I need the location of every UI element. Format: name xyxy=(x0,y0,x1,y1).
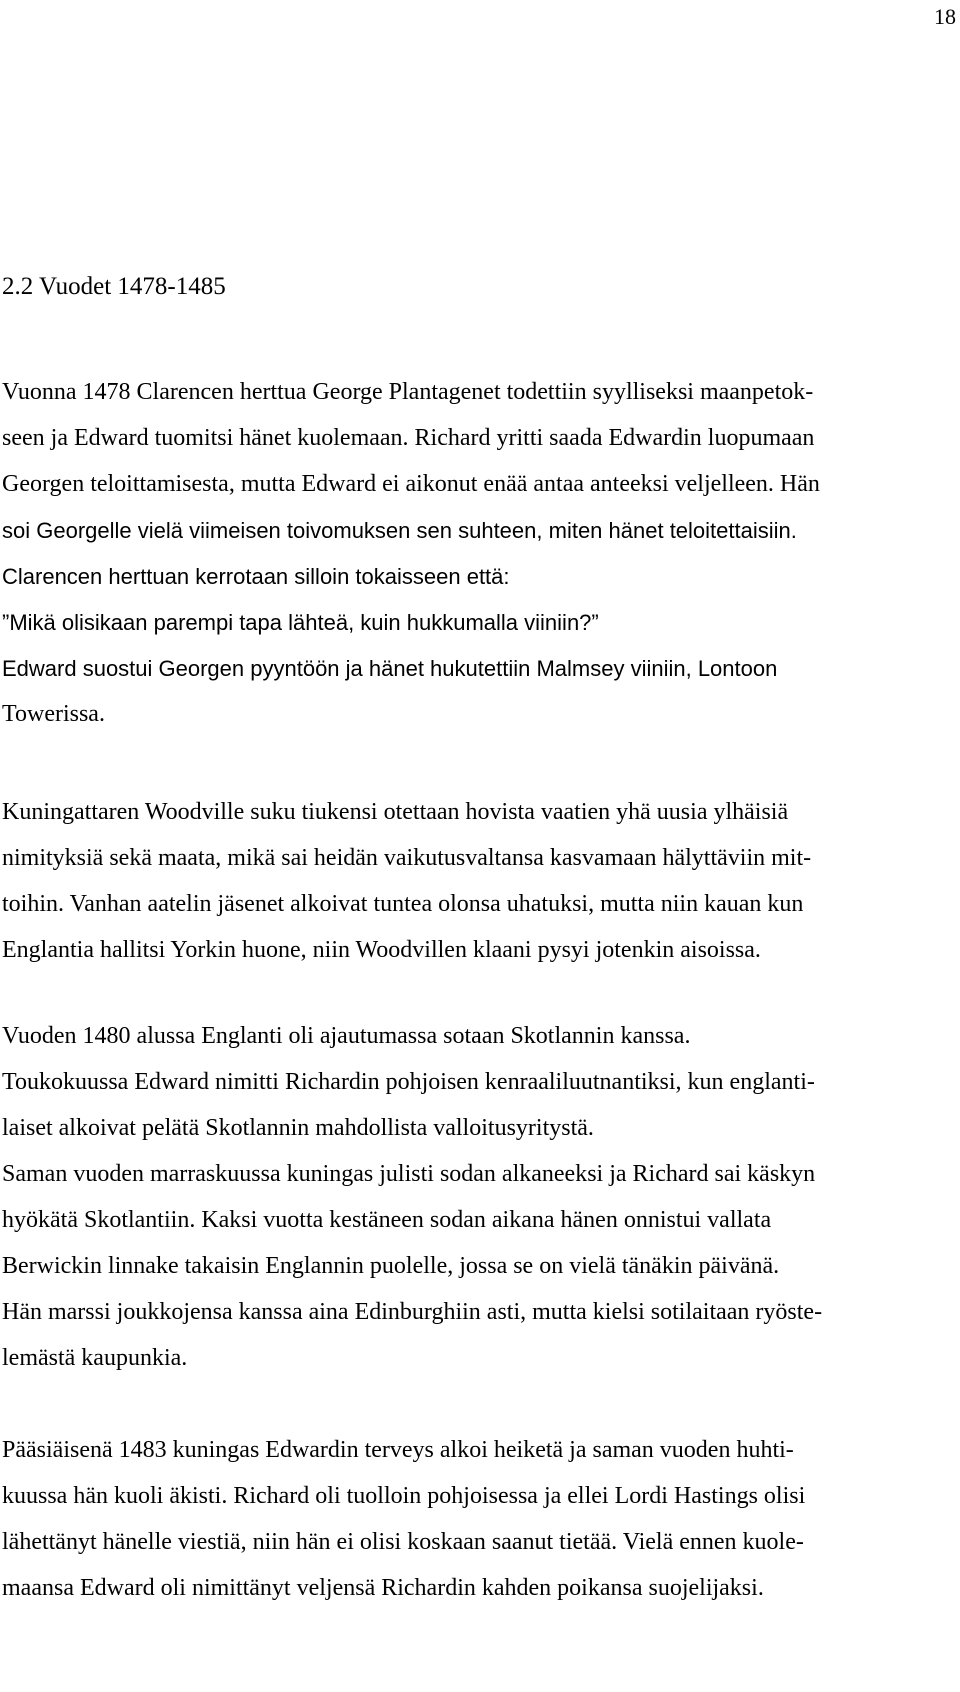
text-line: nimityksiä sekä maata, mikä sai heidän vaikutusvaltansa kasvamaan hälyttäviin mit- xyxy=(2,845,812,871)
text-line: Vuoden 1480 alussa Englanti oli ajautumassa sotaan Skotlannin kanssa. xyxy=(2,1023,691,1049)
text-line: Clarencen herttuan kerrotaan silloin tokaisseen että: xyxy=(2,564,510,589)
text-line: Toukokuussa Edward nimitti Richardin pohjoisen kenraaliluutnantiksi, kun englanti- xyxy=(2,1069,815,1095)
text-line: Pääsiäisenä 1483 kuningas Edwardin terveys alkoi heiketä ja saman vuoden huhti- xyxy=(2,1437,794,1463)
text-line: Kuningattaren Woodville suku tiukensi otettaan hovista vaatien yhä uusia ylhäisiä xyxy=(2,799,789,825)
text-line: Englantia hallitsi Yorkin huone, niin Woodvillen klaani pysyi jotenkin aisoissa. xyxy=(2,937,761,963)
text-line: Saman vuoden marraskuussa kuningas julisti sodan alkaneeksi ja Richard sai käskyn xyxy=(2,1161,816,1187)
text-line: Hän marssi joukkojensa kanssa aina Edinburghiin asti, mutta kielsi sotilaitaan ryöste- xyxy=(2,1299,823,1325)
text-line: kuussa hän kuoli äkisti. Richard oli tuolloin pohjoisessa ja ellei Lordi Hastings olisi xyxy=(2,1483,806,1509)
text-line: seen ja Edward tuomitsi hänet kuolemaan. Richard yritti saada Edwardin luopumaan xyxy=(2,425,815,451)
text-line: maansa Edward oli nimittänyt veljensä Richardin kahden poikansa suojelijaksi. xyxy=(2,1575,764,1601)
text-line: Edward suostui Georgen pyyntöön ja hänet hukutettiin Malmsey viiniin, Lontoon xyxy=(2,656,778,681)
page-number: 18 xyxy=(934,4,956,29)
text-line: hyökätä Skotlantiin. Kaksi vuotta kestäneen sodan aikana hänen onnistui vallata xyxy=(2,1207,772,1233)
text-line: lähettänyt hänelle viestiä, niin hän ei olisi koskaan saanut tietää. Vielä ennen kuole- xyxy=(2,1529,804,1555)
text-line: Vuonna 1478 Clarencen herttua George Plantagenet todettiin syylliseksi maanpetok- xyxy=(2,379,814,405)
quote-line: ”Mikä olisikaan parempi tapa lähteä, kuin hukkumalla viiniin?” xyxy=(2,610,599,635)
text-line: lemästä kaupunkia. xyxy=(2,1345,188,1371)
text-line: toihin. Vanhan aatelin jäsenet alkoivat tuntea olonsa uhatuksi, mutta niin kauan kun xyxy=(2,891,804,917)
text-line: soi Georgelle vielä viimeisen toivomuksen sen suhteen, miten hänet teloitettaisiin. xyxy=(2,518,797,543)
text-line: laiset alkoivat pelätä Skotlannin mahdollista valloitusyritystä. xyxy=(2,1115,594,1141)
text-line: Berwickin linnake takaisin Englannin puolelle, jossa se on vielä tänäkin päivänä. xyxy=(2,1253,780,1279)
section-heading: 2.2 Vuodet 1478-1485 xyxy=(2,273,226,300)
text-line: Georgen teloittamisesta, mutta Edward ei aikonut enää antaa anteeksi veljelleen. Hän xyxy=(2,471,820,497)
text-line: Towerissa. xyxy=(2,701,105,727)
